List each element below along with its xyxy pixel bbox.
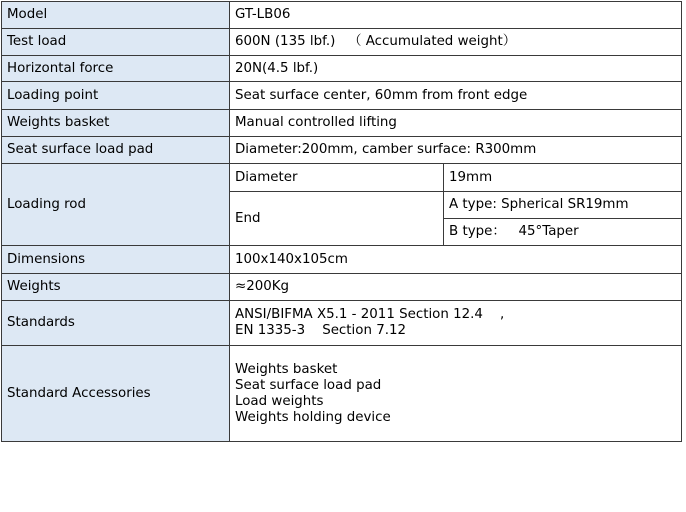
accessory-item: Weights basket xyxy=(235,361,338,377)
seat-pad-label: Seat surface load pad xyxy=(2,137,230,164)
accessory-item: Weights holding device xyxy=(235,409,391,425)
horizontal-force-label: Horizontal force xyxy=(2,56,230,82)
standards-line: ANSI/BIFMA X5.1 - 2011 Section 12.4 , xyxy=(235,307,505,322)
spec-table xyxy=(1,1,682,442)
accessory-item: Seat surface load pad xyxy=(235,377,382,393)
loading-rod-label: Loading rod xyxy=(2,164,230,246)
loading-point-value: Seat surface center, 60mm from front edge xyxy=(230,82,682,110)
rod-end-a-value: A type: Spherical SR19mm xyxy=(444,192,682,219)
standards-value xyxy=(230,301,682,346)
weights-basket-label: Weights basket xyxy=(2,110,230,137)
standards-label: Standards xyxy=(2,301,230,346)
table-row-seat-pad xyxy=(2,137,682,164)
table-row-model xyxy=(2,2,682,29)
rod-end-label: End xyxy=(230,192,444,246)
standards-line: EN 1335-3 Section 7.12 xyxy=(235,323,407,338)
test-load-label: Test load xyxy=(2,29,230,56)
weights-value: ≈200Kg xyxy=(230,274,682,301)
weights-label: Weights xyxy=(2,274,230,301)
weights-basket-value: Manual controlled lifting xyxy=(230,110,682,137)
table-row-dimensions xyxy=(2,246,682,274)
dimensions-label: Dimensions xyxy=(2,246,230,274)
table-row-horizontal-force xyxy=(2,56,682,82)
table-row-weights-basket xyxy=(2,110,682,137)
rod-diameter-label: Diameter xyxy=(230,164,444,192)
accessory-item: Load weights xyxy=(235,393,324,409)
table-row-weights xyxy=(2,274,682,301)
table-row-accessories xyxy=(2,346,682,442)
table-row-test-load xyxy=(2,29,682,56)
dimensions-value: 100x140x105cm xyxy=(230,246,682,274)
loading-point-label: Loading point xyxy=(2,82,230,110)
model-label: Model xyxy=(2,2,230,29)
model-value: GT-LB06 xyxy=(230,2,682,29)
table-row-standards xyxy=(2,301,682,346)
table-row-loading-rod xyxy=(2,164,682,192)
table-row-loading-point xyxy=(2,82,682,110)
rod-end-b-value: B type： 45°Taper xyxy=(444,219,682,246)
accessories-label: Standard Accessories xyxy=(2,346,230,442)
test-load-value: 600N (135 lbf.) （ Accumulated weight） xyxy=(230,29,682,56)
horizontal-force-value: 20N(4.5 lbf.) xyxy=(230,56,682,82)
accessories-value xyxy=(230,346,682,442)
rod-diameter-value: 19mm xyxy=(444,164,682,192)
seat-pad-value: Diameter:200mm, camber surface: R300mm xyxy=(230,137,682,164)
